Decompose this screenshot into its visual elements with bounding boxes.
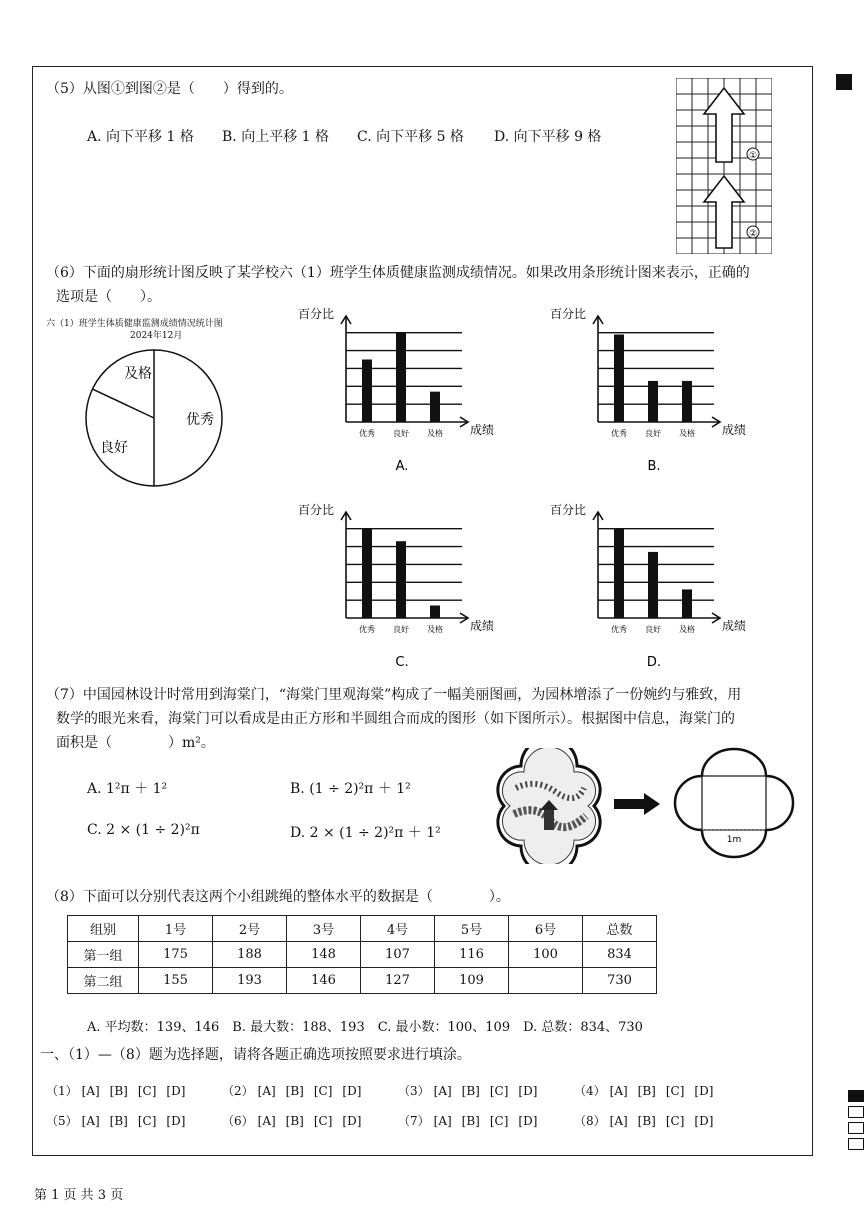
table-row [68, 942, 657, 968]
jump-rope-table [67, 915, 657, 994]
question-number: （2） [222, 1084, 254, 1098]
answer-bubble[interactable]: [B] [461, 1084, 480, 1098]
table-cell: 116 [435, 942, 509, 968]
x-tick-label: 及格 [427, 625, 443, 634]
pie-label-pass: 及格 [124, 366, 152, 382]
q5-option-b: B. 向上平移 1 格 [222, 129, 329, 145]
bar-良好 [648, 381, 658, 422]
answer-bubble[interactable]: [A] [433, 1084, 452, 1098]
header-cell: 总数 [583, 916, 657, 942]
y-axis-label: 百分比 [550, 503, 587, 517]
table-cell: 188 [213, 942, 287, 968]
answer-group [222, 1082, 371, 1099]
table-cell: 155 [139, 968, 213, 994]
pie-date: 2024年12月 [130, 331, 183, 341]
header-cell: 2号 [213, 916, 287, 942]
answer-bubble[interactable]: [C] [137, 1114, 157, 1128]
q7-question-line2: 数学的眼光来看，海棠门可以看成是由正方形和半圆组合而成的图形（如下图所示）。根据图中信息，海棠门的 [56, 711, 735, 727]
dimension-label: 1m [726, 835, 742, 845]
chart-option-label: D. [646, 655, 662, 670]
answer-bubble[interactable]: [B] [461, 1114, 480, 1128]
answer-bubble[interactable]: [D] [518, 1084, 538, 1098]
y-axis-label: 百分比 [550, 307, 587, 321]
bar-优秀 [614, 529, 624, 618]
table-cell: 730 [583, 968, 657, 994]
pie-label-excellent: 优秀 [186, 412, 214, 428]
x-tick-label: 及格 [427, 429, 443, 438]
answer-bubble[interactable]: [B] [109, 1084, 128, 1098]
answer-group [46, 1082, 195, 1099]
bar-chart-b [548, 302, 748, 474]
corner-mark [836, 74, 852, 90]
bar-优秀 [362, 529, 372, 618]
answer-bubble[interactable]: [B] [109, 1114, 128, 1128]
answer-bubble[interactable]: [D] [694, 1084, 714, 1098]
answer-group [46, 1112, 195, 1129]
q7-option-a: A. 1²π ＋ 1² [87, 781, 168, 797]
bar-chart-c [296, 498, 496, 670]
x-tick-label: 优秀 [611, 625, 627, 634]
y-axis-label: 百分比 [298, 307, 335, 321]
table-cell: 第二组 [68, 968, 139, 994]
answer-bubble[interactable]: [A] [609, 1084, 628, 1098]
answer-bubble[interactable]: [C] [665, 1114, 685, 1128]
table-cell: 175 [139, 942, 213, 968]
header-cell: 5号 [435, 916, 509, 942]
x-tick-label: 及格 [679, 625, 695, 634]
bar-chart-d [548, 498, 748, 670]
header-cell: 4号 [361, 916, 435, 942]
x-tick-label: 及格 [679, 429, 695, 438]
table-cell: 193 [213, 968, 287, 994]
pie-chart [80, 348, 230, 488]
question-number: （8） [574, 1114, 606, 1128]
question-number: （3） [398, 1084, 430, 1098]
q7-option-b: B. (1 ÷ 2)²π ＋ 1² [290, 781, 411, 797]
q5-option-a: A. 向下平移 1 格 [87, 129, 194, 145]
bar-良好 [396, 333, 406, 422]
scan-mark [848, 1106, 864, 1118]
bar-及格 [430, 606, 440, 619]
q8-options: A. 平均数：139、146 B. 最大数：188、193 C. 最小数：100、109 D. 总数：834、730 [87, 1020, 643, 1035]
answer-bubble[interactable]: [C] [313, 1084, 333, 1098]
table-cell: 834 [583, 942, 657, 968]
q7-question-line1: （7）中国园林设计时常用到海棠门，“海棠门里观海棠”构成了一幅美丽图画，为园林增添了一份婉约与雅致，用 [46, 687, 742, 703]
answer-bubble[interactable]: [B] [285, 1114, 304, 1128]
bar-及格 [682, 381, 692, 422]
q7-option-c: C. 2 × (1 ÷ 2)²π [87, 822, 200, 838]
x-tick-label: 优秀 [359, 429, 375, 438]
answer-bubble[interactable]: [D] [694, 1114, 714, 1128]
answer-bubbles [46, 1082, 786, 1142]
grid-label-1: ① [748, 151, 758, 161]
bar-优秀 [614, 335, 624, 423]
arrow-shape-2 [704, 176, 744, 248]
question-number: （7） [398, 1114, 430, 1128]
answer-bubble[interactable]: [A] [609, 1114, 628, 1128]
answer-bubble[interactable]: [B] [285, 1084, 304, 1098]
x-axis-label: 成绩 [470, 619, 495, 633]
q5-option-c: C. 向下平移 5 格 [357, 129, 464, 145]
question-number: （1） [46, 1084, 78, 1098]
answer-bubble[interactable]: [A] [433, 1114, 452, 1128]
q7-option-d: D. 2 × (1 ÷ 2)²π ＋ 1² [290, 825, 441, 841]
bar-及格 [430, 392, 440, 422]
table-cell [509, 968, 583, 994]
x-tick-label: 优秀 [611, 429, 627, 438]
answer-group [574, 1112, 723, 1129]
question-number: （4） [574, 1084, 606, 1098]
chart-option-label: C. [395, 655, 409, 670]
scan-mark [848, 1138, 864, 1150]
answer-bubble[interactable]: [A] [257, 1084, 276, 1098]
q8-question: （8）下面可以分别代表这两个小组跳绳的整体水平的数据是（ ）。 [46, 889, 510, 905]
x-tick-label: 良好 [393, 429, 409, 438]
table-cell: 127 [361, 968, 435, 994]
answer-bubble[interactable]: [D] [342, 1084, 362, 1098]
answer-group [398, 1112, 547, 1129]
answer-bubble[interactable]: [C] [665, 1084, 685, 1098]
x-axis-label: 成绩 [470, 423, 495, 437]
q5-question: （5）从图①到图②是（ ）得到的。 [46, 81, 293, 97]
answer-bubble[interactable]: [D] [166, 1084, 186, 1098]
answer-bubble[interactable]: [D] [518, 1114, 538, 1128]
begonia-door-picture [486, 748, 612, 864]
chart-option-label: B. [647, 459, 661, 474]
bar-chart-a [296, 302, 496, 474]
x-tick-label: 良好 [645, 429, 661, 438]
y-axis-label: 百分比 [298, 503, 335, 517]
scan-mark [848, 1090, 864, 1102]
question-number: （5） [46, 1114, 78, 1128]
x-tick-label: 优秀 [359, 625, 375, 634]
arrow-right-icon [612, 792, 664, 816]
table-cell: 109 [435, 968, 509, 994]
table-cell: 148 [287, 942, 361, 968]
header-cell: 6号 [509, 916, 583, 942]
chart-option-label: A. [395, 459, 409, 474]
q6-question-line2: 选项是（ ）。 [56, 289, 161, 305]
translation-grid [676, 78, 772, 254]
header-cell: 1号 [139, 916, 213, 942]
table-cell: 100 [509, 942, 583, 968]
arrow-shape-1 [704, 88, 744, 162]
q7-question-line3: 面积是（ ）m²。 [56, 735, 215, 751]
answer-instruction: 一、（1）—（8）题为选择题，请将各题正确选项按照要求进行填涂。 [40, 1047, 471, 1063]
answer-group [398, 1082, 547, 1099]
table-cell: 第一组 [68, 942, 139, 968]
begonia-door-diagram [664, 744, 804, 860]
grid-label-2: ② [748, 229, 758, 239]
answer-bubble[interactable]: [D] [166, 1114, 186, 1128]
answer-bubble[interactable]: [C] [137, 1084, 157, 1098]
answer-bubble[interactable]: [C] [313, 1114, 333, 1128]
pie-label-good: 良好 [100, 440, 128, 456]
scan-mark [848, 1122, 864, 1134]
answer-bubble[interactable]: [A] [81, 1084, 100, 1098]
q6-question-line1: （6）下面的扇形统计图反映了某学校六（1）班学生体质健康监测成绩情况。如果改用条形统计图来表示，正确的 [46, 265, 750, 281]
answer-bubble[interactable]: [D] [342, 1114, 362, 1128]
q5-option-d: D. 向下平移 9 格 [494, 129, 602, 145]
table-cell: 107 [361, 942, 435, 968]
page-number: 第 1 页 共 3 页 [34, 1188, 124, 1203]
bar-优秀 [362, 360, 372, 423]
x-axis-label: 成绩 [722, 619, 747, 633]
pie-title: 六（1）班学生体质健康监测成绩情况统计图 [46, 319, 223, 329]
header-cell: 3号 [287, 916, 361, 942]
answer-bubble[interactable]: [B] [637, 1084, 656, 1098]
answer-bubble[interactable]: [C] [489, 1084, 509, 1098]
table-row [68, 968, 657, 994]
table-header-row [68, 916, 657, 942]
x-tick-label: 良好 [645, 625, 661, 634]
bar-良好 [396, 541, 406, 618]
table-cell: 146 [287, 968, 361, 994]
answer-bubble[interactable]: [A] [257, 1114, 276, 1128]
answer-group [574, 1082, 723, 1099]
bar-及格 [682, 589, 692, 618]
answer-bubble[interactable]: [A] [81, 1114, 100, 1128]
bar-良好 [648, 552, 658, 618]
question-number: （6） [222, 1114, 254, 1128]
answer-bubble[interactable]: [C] [489, 1114, 509, 1128]
answer-bubble[interactable]: [B] [637, 1114, 656, 1128]
x-axis-label: 成绩 [722, 423, 747, 437]
x-tick-label: 良好 [393, 625, 409, 634]
answer-group [222, 1112, 371, 1129]
header-cell: 组别 [68, 916, 139, 942]
